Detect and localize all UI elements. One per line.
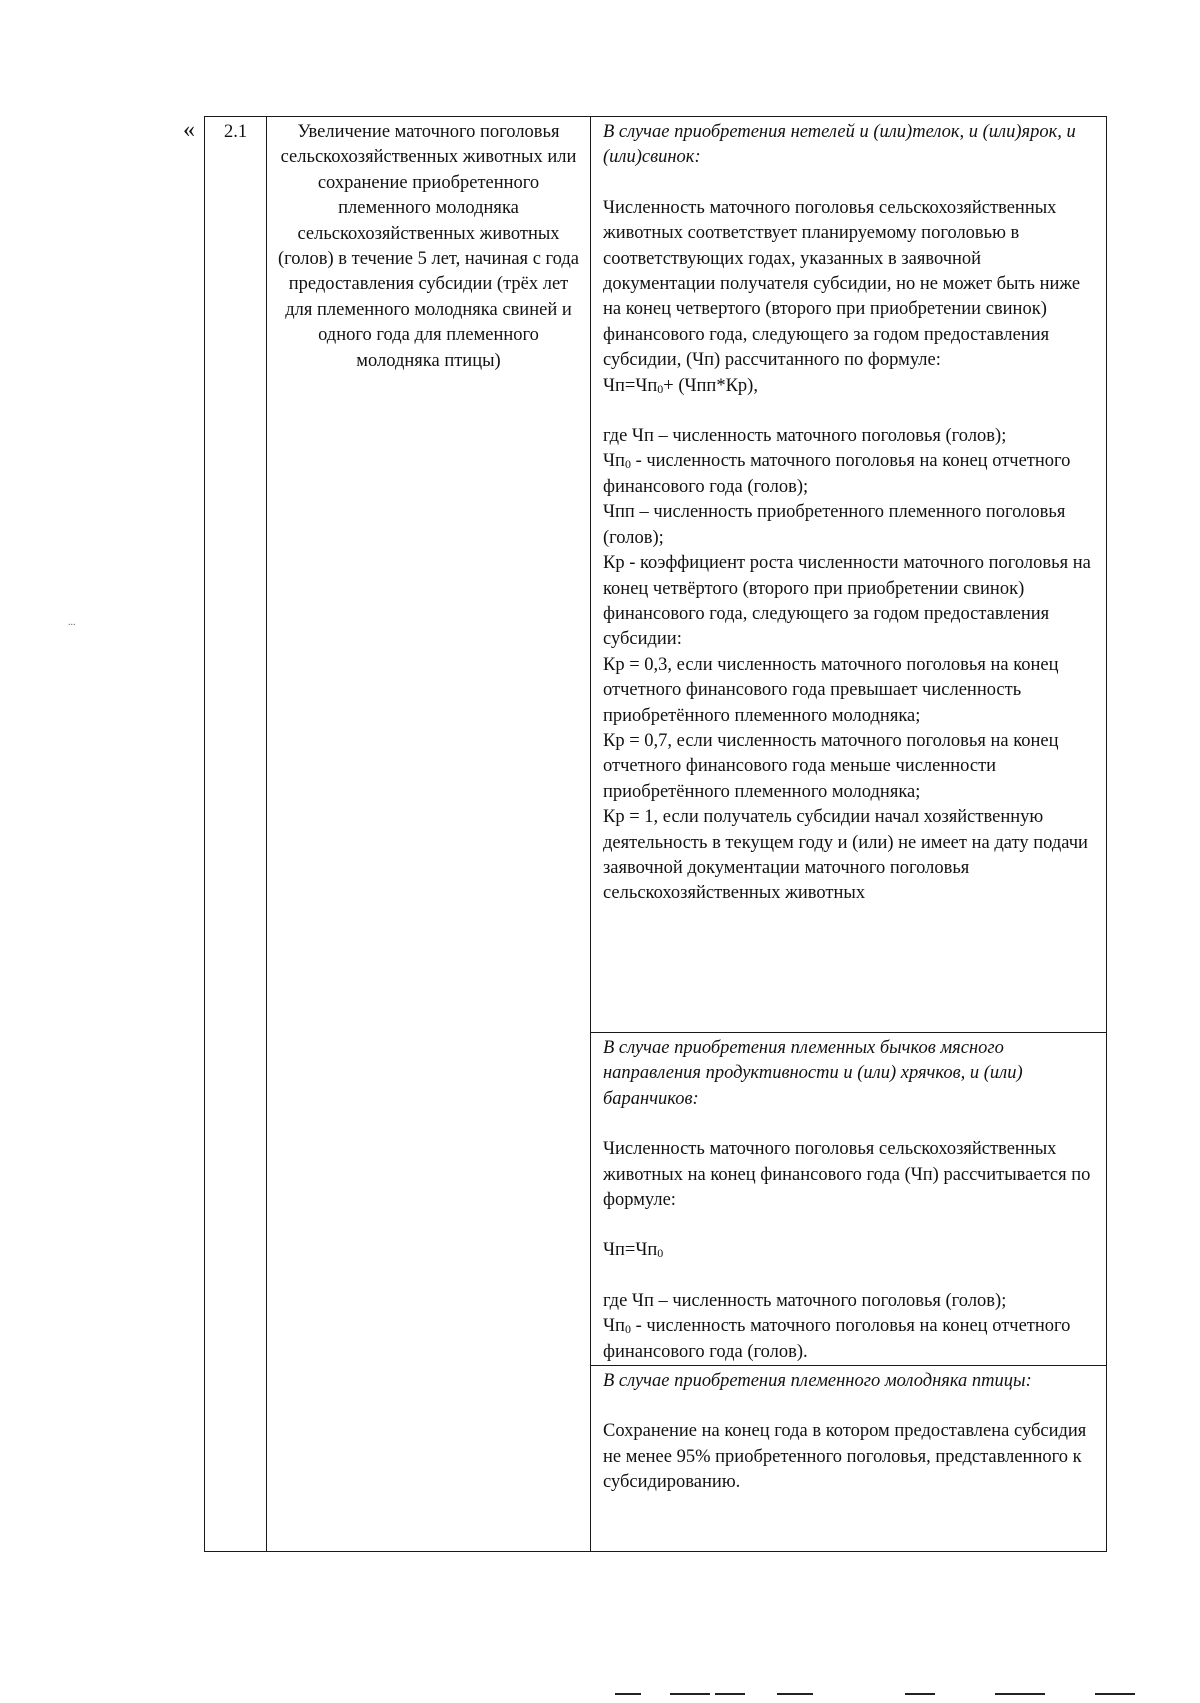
row-number: 2.1 bbox=[223, 122, 248, 142]
scan-dash bbox=[1095, 1693, 1135, 1695]
kr-value-0-3: Кр = 0,3, если численность маточного поголовья на конец отчетного финансового года превышает численность приобретённого племенного молодняка; bbox=[603, 654, 1059, 726]
condition-heading: В случае приобретения нетелей и (или)телок, и (или)ярок, и (или)свинок: bbox=[603, 122, 1076, 168]
formula: $Чп=Чп_0$ bbox=[603, 1240, 664, 1261]
footer-scan-marks bbox=[0, 1693, 1200, 1697]
scan-dash bbox=[615, 1693, 641, 1695]
kr-value-1: Кр = 1, если получатель субсидии начал хозяйственную деятельность в текущем году и (или) не имеет на дату подачи заявочной документации маточного поголовья сельскохозяйственных животных bbox=[603, 807, 1088, 904]
definition-kr: Кр - коэффициент роста численности маточного поголовья на конец четвёртого (второго при приобретении свинок) финансового года, следующего за годом предоставления субсидии: bbox=[603, 553, 1091, 650]
scan-dash bbox=[995, 1693, 1045, 1695]
table-row bbox=[205, 117, 1107, 1552]
conditions-cell bbox=[591, 117, 1107, 1552]
definition-chp: где Чп – численность маточного поголовья (голов); bbox=[603, 1290, 1007, 1311]
condition-heading: В случае приобретения племенных бычков мясного направления продуктивности и (или) хрячков, и (или) баранчиков: bbox=[603, 1038, 1023, 1109]
condition-paragraph: Численность маточного поголовья сельскохозяйственных животных соответствует планируемому поголовью в соответствующих годах, указанных в заявочной документации получателя субсидии, но не может быть ниже на конец четвертого (второго при приобретении свинок) финансового года, следующего за годом предоставления субсидии, (Чп) рассчитанного по формуле: bbox=[603, 197, 1081, 371]
condition-block-poultry bbox=[591, 1365, 1106, 1551]
scan-dash bbox=[670, 1693, 710, 1695]
condition-heading: В случае приобретения племенного молодняка птицы: bbox=[603, 1371, 1032, 1391]
condition-paragraph: Численность маточного поголовья сельскохозяйственных животных на конец финансового года (Чп) рассчитывается по формуле: bbox=[603, 1139, 1091, 1211]
condition-block-bulls bbox=[591, 1032, 1106, 1365]
definition-chpp: Чпп – численность приобретенного племенного поголовья (голов); bbox=[603, 502, 1066, 548]
scan-dash bbox=[905, 1693, 935, 1695]
row-number-cell bbox=[205, 117, 267, 1552]
definition-chp: где Чп – численность маточного поголовья (голов); bbox=[603, 426, 1007, 447]
opening-quote-mark: « bbox=[183, 117, 195, 143]
condition-paragraph: Сохранение на конец года в котором предоставлена субсидия не менее 95% приобретенного поголовья, представленного к субсидированию. bbox=[603, 1421, 1087, 1493]
scan-speck: ... bbox=[68, 617, 76, 628]
kr-value-0-7: Кр = 0,7, если численность маточного поголовья на конец отчетного финансового года меньше численности приобретённого племенного молодняка; bbox=[603, 730, 1059, 802]
indicator-name-cell bbox=[267, 117, 591, 1552]
definition-chp0: $Чп_0$ - численность маточного поголовья на конец отчетного финансового года (голов); bbox=[603, 451, 1071, 497]
scan-dash bbox=[715, 1693, 745, 1695]
indicator-name: Увеличение маточного поголовья сельскохозяйственных животных или сохранение приобретенного племенного молодняка сельскохозяйственных животных (голов) в течение 5 лет, начиная с года предоставления субсидии (трёх лет для племенного молодняка свиней и одного года для племенного молодняка птицы) bbox=[277, 122, 580, 371]
scan-dash bbox=[777, 1693, 813, 1695]
condition-block-heifers bbox=[591, 117, 1106, 1032]
indicator-table bbox=[204, 116, 1107, 1552]
formula: $Чп=Чп_0+ (Чпп*Кр)$, bbox=[603, 375, 758, 396]
definition-chp0: $Чп_0$ - численность маточного поголовья на конец отчетного финансового года (голов). bbox=[603, 1316, 1071, 1362]
